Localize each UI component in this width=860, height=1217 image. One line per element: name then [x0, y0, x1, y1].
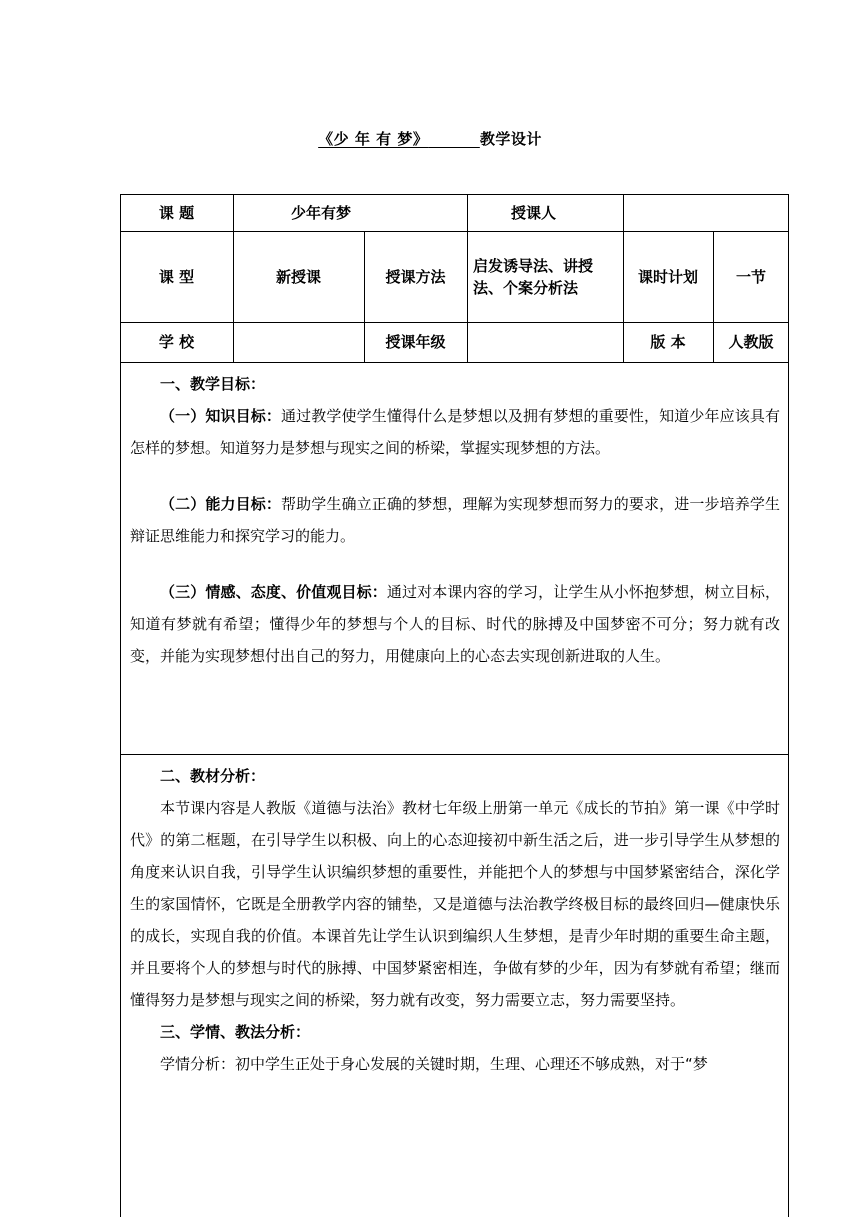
teacher-label: 授课人 — [511, 203, 557, 222]
emotion-text: 通过对本课内容的学习，让学生从小怀抱梦想，树立目标，知道有梦就有希望；懂得少年的梦想与个人的目标、时代的脉搏及中国梦密不可分；努力就有改变，并能为实现梦想付出自己的努力，用健康向上的心态去实现创新进取的人生。 — [130, 583, 780, 665]
learning-text: 学情分析：初中学生正处于身心发展的关键时期，生理、心理还不够成熟，对于“梦 — [160, 1055, 708, 1073]
knowledge-objective — [130, 400, 780, 464]
plan-label: 课时计划 — [637, 267, 698, 286]
school-label: 学 校 — [158, 333, 195, 351]
knowledge-text: 通过教学使学生懂得什么是梦想以及拥有梦想的重要性，知道少年应该具有怎样的梦想。知道努力是梦想与现实之间的桥梁，掌握实现梦想的方法。 — [130, 407, 780, 457]
knowledge-label: （一）知识目标： — [160, 407, 281, 425]
school-value — [233, 322, 364, 362]
teacher-value — [623, 194, 789, 231]
plan-value: 一节 — [735, 267, 766, 286]
emotion-objective — [130, 576, 780, 672]
ability-objective — [130, 488, 780, 552]
ability-label: （二）能力目标： — [160, 495, 281, 513]
topic-value: 少年有梦 — [291, 203, 352, 222]
title-suffix: 教学设计 — [479, 130, 542, 148]
analysis-heading: 二、教材分析： — [160, 767, 266, 785]
type-label: 课 型 — [158, 267, 195, 286]
analysis-section — [130, 760, 780, 1080]
title-lesson-name: 《少 年 有 梦》 — [318, 130, 429, 148]
type-value: 新授课 — [275, 267, 321, 286]
emotion-label: （三）情感、态度、价值观目标： — [160, 583, 387, 601]
ability-text: 帮助学生确立正确的梦想，理解为实现梦想而努力的要求，进一步培养学生辩证思维能力和探究学习的能力。 — [130, 495, 780, 545]
title-underline-gap — [428, 130, 480, 148]
edition-label: 版 本 — [650, 333, 686, 351]
method-label: 授课方法 — [385, 267, 446, 286]
row-divider-3 — [120, 362, 789, 363]
document-title — [0, 128, 860, 149]
method-value: 启发诱导法、讲授法、个案分析法 — [473, 256, 594, 297]
topic-label: 课 题 — [158, 203, 195, 222]
row-divider-4 — [120, 754, 789, 755]
learning-heading: 三、学情、教法分析： — [160, 1023, 311, 1041]
grade-value — [467, 322, 623, 362]
objectives-heading: 一、教学目标： — [160, 375, 266, 393]
analysis-text: 本节课内容是人教版《道德与法治》教材七年级上册第一单元《成长的节拍》第一课《中学时代》的第二框题，在引导学生以积极、向上的心态迎接初中新生活之后，进一步引导学生从梦想的角度来认识自我，引导学生认识编织梦想的重要性，并能把个人的梦想与中国梦紧密结合，深化学生的家国情怀，它既是全册教学内容的铺垫，又是道德与法治教学终极目标的最终回归—健康快乐的成长，实现自我的价值。本课首先让学生认识到编织人生梦想，是青少年时期的重要生命主题，并且要将个人的梦想与时代的脉搏、中国梦紧密相连，争做有梦的少年，因为有梦就有希望；继而懂得努力是梦想与现实之间的桥梁，努力就有改变，努力需要立志，努力需要坚持。 — [130, 799, 780, 1009]
grade-label: 授课年级 — [385, 333, 446, 351]
edition-value: 人教版 — [728, 333, 774, 351]
objectives-section — [130, 368, 780, 672]
